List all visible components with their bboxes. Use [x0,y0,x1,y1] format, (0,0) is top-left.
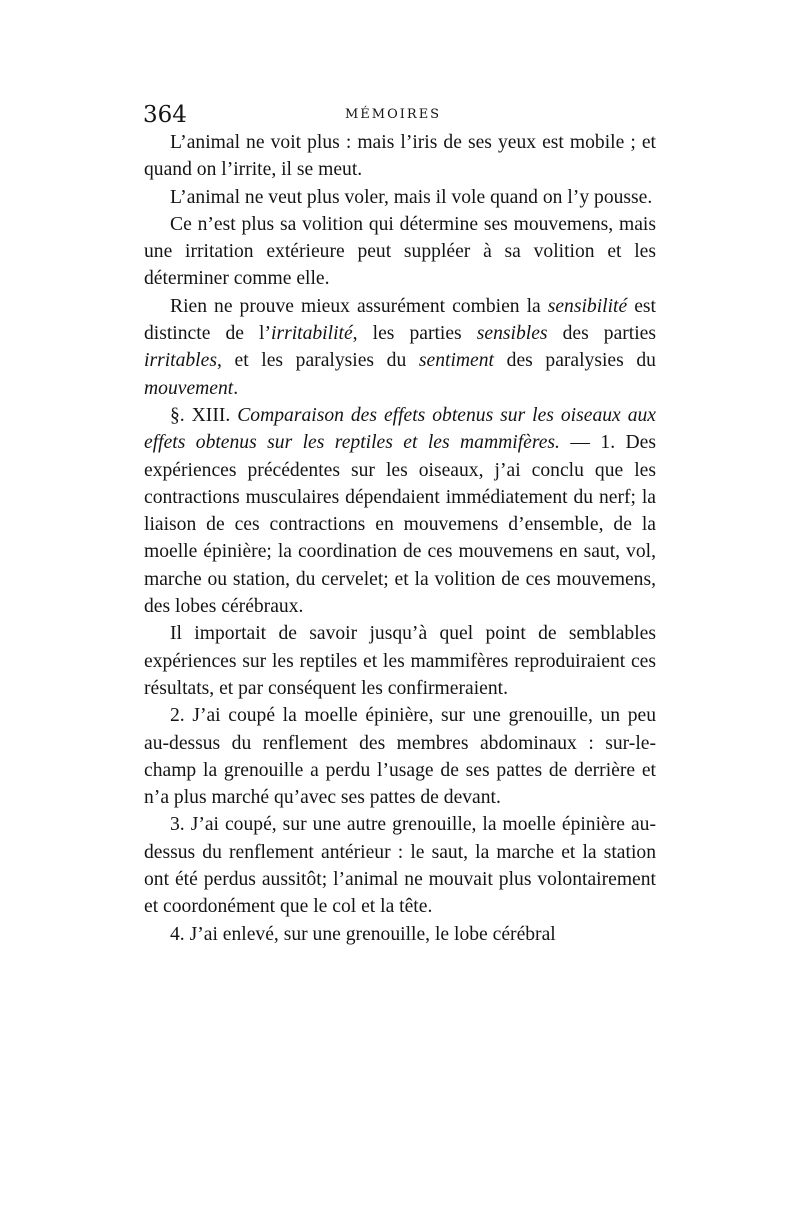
paragraph: Ce n’est plus sa volition qui détermine ses mouvemens, mais une irritation extérieure peut suppléer à sa volition et les déterminer comme elle. [144,213,656,290]
text-run: des paralysies du [494,350,656,372]
section-number: §. XIII. [170,404,238,426]
section-title: Comparaison des effets obtenus sur les oiseaux aux effets obtenus sur les reptiles et les mammifères. [144,404,656,454]
text-run: — 1. Des expériences précédentes sur les oiseaux, j’ai conclu que les contractions musculaires dépendaient immédiatement du nerf; la liaison de ces contractions en mouvemens d’ensemble, de la moelle épinière; la coordination de ces mouvemens en saut, vol, marche ou station, du cervelet; et la volition de ces mouvemens, des lobes cérébraux. [144,432,656,618]
body-text [144,129,656,948]
page-header [143,100,655,130]
paragraph: 4. J’ai enlevé, sur une grenouille, le lobe cérébral [170,923,556,945]
italic-term: sensibles [476,323,548,345]
text-run: des parties [547,323,656,345]
text-run: , les parties [352,323,477,345]
section-paragraph [144,402,656,620]
italic-term: mouvement [144,377,234,399]
text-run: , et les paralysies du [216,350,419,372]
paragraph: Il importait de savoir jusqu’à quel point de semblables expériences sur les reptiles et les mammifères reproduiraient ces résultats, et par conséquent les confirmeraient. [144,623,656,699]
text-run: Rien ne prouve mieux assurément combien la [170,295,548,317]
page-number: 364 [143,102,187,128]
italic-term: irritables [144,350,217,372]
paragraph: L’animal ne veut plus voler, mais il vole quand on l’y pousse. [170,186,653,208]
italic-term: irritabilité [271,323,353,345]
paragraph: 3. J’ai coupé, sur une autre grenouille, la moelle épinière au-dessus du renflement antérieur : le saut, la marche et la station ont été perdus aussitôt; l’animal ne mouvait plus volontairement et coordonément que le col et la tête. [144,814,656,918]
paragraph [144,293,656,402]
italic-term: sentiment [418,350,494,372]
italic-term: sensibilité [547,295,628,317]
text-run: est distincte de l’ [144,295,656,345]
text-run: . [233,377,239,399]
paragraph: 2. J’ai coupé la moelle épinière, sur une grenouille, un peu au-dessus du renflement des membres abdominaux : sur-le-champ la grenouille a perdu l’usage de ses pattes de derrière et n’a plus marché qu’avec ses pattes de devant. [144,705,656,809]
paragraph: L’animal ne voit plus : mais l’iris de ses yeux est mobile ; et quand on l’irrite, il se meut. [144,132,656,181]
running-head: MÉMOIRES [345,107,442,122]
